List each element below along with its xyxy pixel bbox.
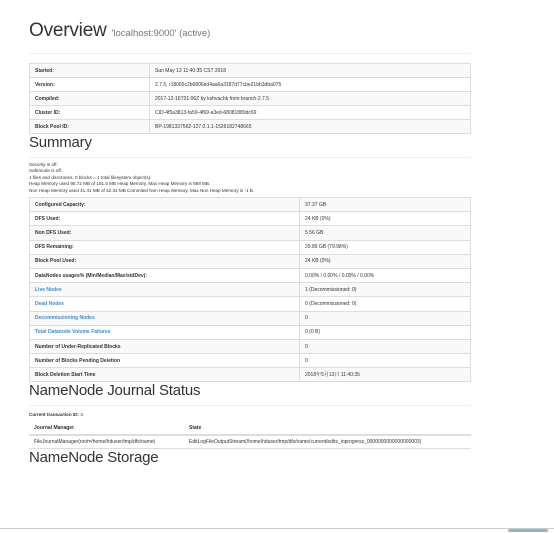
summary-value: 24 KB (0%) bbox=[300, 254, 471, 268]
overview-header bbox=[29, 20, 471, 46]
summary-value: 2018年5月13日 11:40:35 bbox=[300, 368, 471, 382]
divider bbox=[29, 157, 471, 158]
table-row bbox=[30, 297, 471, 311]
current-transaction bbox=[29, 412, 471, 417]
overview-host: 'localhost:9000' (active) bbox=[111, 28, 211, 39]
current-transaction-label: Current transaction ID: bbox=[29, 412, 80, 418]
summary-value: 0 (0 B) bbox=[300, 325, 471, 339]
decommissioning-nodes-cell bbox=[30, 311, 300, 325]
live-nodes-link[interactable]: Live Nodes bbox=[35, 286, 62, 293]
summary-value: 0 bbox=[300, 311, 471, 325]
table-row bbox=[29, 435, 471, 449]
summary-value: 24 KB (0%) bbox=[300, 212, 471, 226]
table-row bbox=[30, 254, 471, 268]
dead-nodes-cell bbox=[30, 297, 300, 311]
summary-key: Non DFS Used: bbox=[30, 226, 300, 240]
current-transaction-value: 3 bbox=[80, 412, 83, 418]
summary-key: DFS Used: bbox=[30, 212, 300, 226]
table-header-row bbox=[29, 422, 471, 435]
table-row bbox=[30, 283, 471, 297]
table-row bbox=[30, 212, 471, 226]
column-header-state: State bbox=[184, 422, 471, 435]
summary-key: DataNodes usages% (Min/Median/Max/stdDev): bbox=[30, 268, 300, 282]
journal-title: NameNode Journal Status bbox=[29, 382, 201, 400]
summary-value: 0 bbox=[300, 354, 471, 368]
scroll-indicator bbox=[508, 529, 548, 532]
table-row bbox=[30, 120, 471, 134]
table-row bbox=[30, 325, 471, 339]
table-row bbox=[30, 311, 471, 325]
summary-line: 1 files and directories, 0 blocks = 1 total filesystem object(s). bbox=[29, 174, 152, 180]
table-row bbox=[30, 92, 471, 106]
journal-state: EditLogFileOutputStream(/home/hduser/tmp/dfs/name/current/edits_inprogress_0000000000000000003) bbox=[184, 435, 471, 449]
overview-value: 2.7.5, r18065c2b6806ed4aa6a3187d77cbe21bb3dba075 bbox=[150, 78, 471, 92]
divider bbox=[29, 53, 471, 54]
column-header-journal-manager: Journal Manager bbox=[29, 422, 184, 435]
table-row bbox=[30, 354, 471, 368]
summary-title: Summary bbox=[29, 134, 92, 151]
overview-value: BP-1981337562-127.0.1.1-1526182748665 bbox=[150, 120, 471, 134]
summary-text bbox=[29, 162, 471, 194]
summary-key: DFS Remaining: bbox=[30, 240, 300, 254]
summary-value: 0 (Decommissioned: 0) bbox=[300, 297, 471, 311]
summary-key: Number of Blocks Pending Deletion bbox=[30, 354, 300, 368]
overview-key: Cluster ID: bbox=[30, 106, 150, 120]
bottom-divider bbox=[0, 528, 554, 529]
overview-key: Block Pool ID: bbox=[30, 120, 150, 134]
volume-failures-link[interactable]: Total Datanode Volume Failures bbox=[35, 329, 111, 336]
overview-key: Started: bbox=[30, 64, 150, 78]
journal-manager: FileJournalManager(root=/home/hduser/tmp/dfs/name) bbox=[29, 435, 184, 449]
live-nodes-cell bbox=[30, 283, 300, 297]
overview-key: Version: bbox=[30, 78, 150, 92]
dead-nodes-link[interactable]: Dead Nodes bbox=[35, 300, 64, 307]
table-row bbox=[30, 78, 471, 92]
summary-line: Heap Memory used 95.72 MB of 191.5 MB Heap Memory. Max Heap Memory is 889 MB. bbox=[29, 181, 211, 187]
summary-key: Block Pool Used: bbox=[30, 254, 300, 268]
summary-value: 5.56 GB bbox=[300, 226, 471, 240]
summary-value: 37.37 GB bbox=[300, 198, 471, 212]
summary-value: 1 (Decommissioned: 0) bbox=[300, 283, 471, 297]
overview-key: Compiled: bbox=[30, 92, 150, 106]
table-row bbox=[30, 240, 471, 254]
summary-line: Non Heap Memory used 41.41 MB of 42.31 MB Commited Non Heap Memory. Max Non Heap Memory is -1 B. bbox=[29, 187, 255, 193]
journal-table bbox=[29, 422, 471, 449]
overview-value: 2017-12-16T01:06Z by kshvachk from branch-2.7.5 bbox=[150, 92, 471, 106]
volume-failures-cell bbox=[30, 325, 300, 339]
summary-line: Safemode is off. bbox=[29, 168, 63, 174]
summary-key: Configured Capacity: bbox=[30, 198, 300, 212]
overview-title: Overview bbox=[29, 20, 107, 41]
table-row bbox=[30, 226, 471, 240]
summary-value: 0.00% / 0.00% / 0.00% / 0.00% bbox=[300, 268, 471, 282]
storage-title: NameNode Storage bbox=[29, 449, 159, 467]
page-content bbox=[29, 0, 471, 466]
table-row bbox=[30, 268, 471, 282]
overview-value: CID-4f5a3813-fa59-4f69-a3ed-68081889dc69 bbox=[150, 106, 471, 120]
divider bbox=[29, 405, 471, 406]
summary-key: Block Deletion Start Time bbox=[30, 368, 300, 382]
table-row bbox=[30, 106, 471, 120]
summary-key: Number of Under-Replicated Blocks bbox=[30, 339, 300, 353]
table-row bbox=[30, 368, 471, 382]
summary-value: 29.89 GB (79.98%) bbox=[300, 240, 471, 254]
table-row bbox=[30, 339, 471, 353]
summary-line: Security is off. bbox=[29, 162, 58, 167]
table-row bbox=[30, 64, 471, 78]
summary-value: 0 bbox=[300, 339, 471, 353]
table-row bbox=[30, 198, 471, 212]
overview-value: Sun May 13 11:40:35 CST 2018 bbox=[150, 64, 471, 78]
summary-table bbox=[29, 197, 471, 382]
overview-table bbox=[29, 63, 471, 134]
decommissioning-nodes-link[interactable]: Decommissioning Nodes bbox=[35, 315, 95, 322]
